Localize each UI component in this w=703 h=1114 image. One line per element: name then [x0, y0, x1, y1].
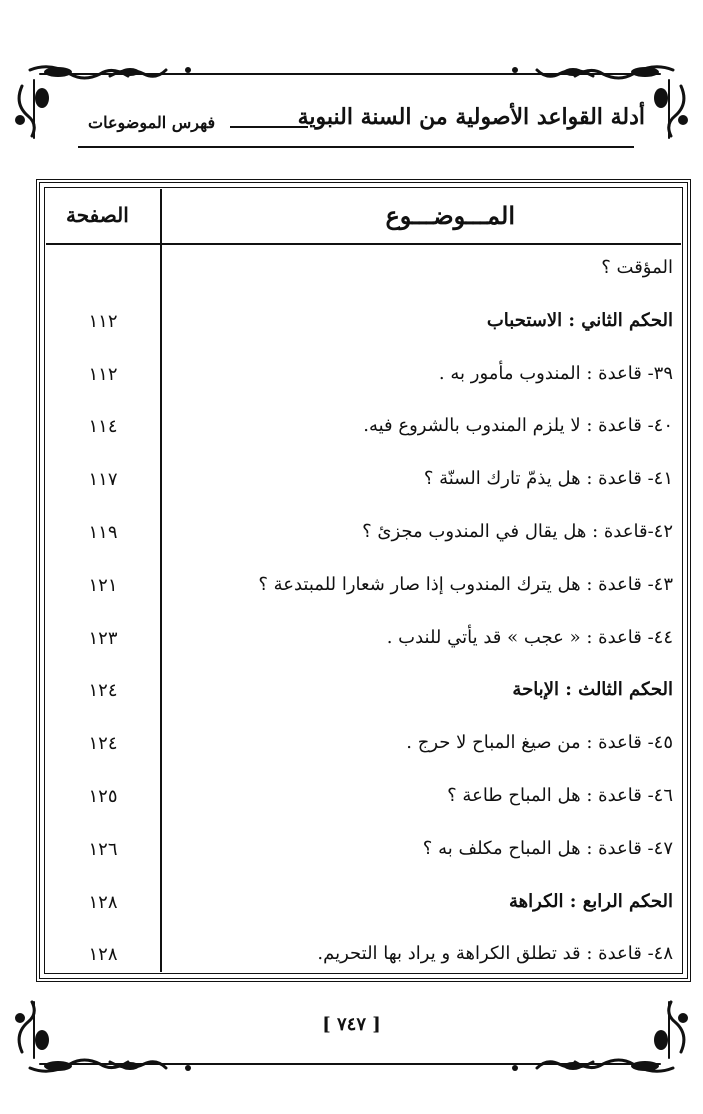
row-topic: ٤٠- قاعدة : لا يلزم المندوب بالشروع فيه. [363, 415, 673, 437]
column-header-topic: المـــوضـــوع [385, 201, 515, 230]
header-dash [230, 126, 308, 128]
column-header-page: الصفحة [66, 203, 129, 227]
table-row [46, 879, 681, 932]
table-header-row [46, 189, 681, 245]
row-page: ١٢٦ [88, 838, 118, 860]
row-page: ١١٧ [88, 469, 118, 491]
table-body [46, 245, 681, 984]
row-topic: ٤٦- قاعدة : هل المباح طاعة ؟ [447, 784, 673, 806]
table-row [46, 351, 681, 404]
table-row [46, 562, 681, 615]
table-row [46, 403, 681, 456]
row-page: ١٢٥ [88, 785, 118, 807]
table-row [46, 615, 681, 668]
row-topic: ٤٥- قاعدة : من صيغ المباح لا حرج . [406, 732, 673, 754]
book-title: أدلة القواعد الأصولية من السنة النبوية [297, 104, 645, 130]
row-page: ١٢٤ [88, 733, 118, 755]
page-number: [ ٧٤٧ ] [322, 1014, 381, 1035]
row-page: ١٢٨ [88, 944, 118, 966]
row-topic: ٣٩- قاعدة : المندوب مأمور به . [438, 362, 673, 384]
row-topic: ٤٨- قاعدة : قد تطلق الكراهة و يراد بها التحريم. [317, 943, 673, 965]
table-row [46, 931, 681, 984]
row-topic: ٤١- قاعدة : هل يذمّ تارك السنّة ؟ [423, 468, 673, 490]
table-row [46, 667, 681, 720]
table-row [46, 720, 681, 773]
row-topic: ٤٧- قاعدة : هل المباح مكلف به ؟ [422, 837, 673, 859]
table-row [46, 826, 681, 879]
table-row [46, 773, 681, 826]
table-row [46, 509, 681, 562]
row-page: ١٢٤ [88, 680, 118, 702]
row-topic: ٤٣- قاعدة : هل يترك المندوب إذا صار شعارا للمبتدعة ؟ [258, 573, 673, 595]
row-page: ١٢١ [88, 574, 118, 596]
table-row [46, 245, 681, 298]
row-page: ١٢٨ [88, 891, 118, 913]
row-topic: الحكم الثالث : الإباحة [512, 679, 673, 701]
bottom-ornament [0, 998, 703, 1078]
row-page: ١١٢ [88, 310, 118, 332]
row-page: ١١٩ [88, 521, 118, 543]
row-topic: الحكم الثاني : الاستحباب [486, 309, 673, 331]
table-row [46, 456, 681, 509]
table-row [46, 298, 681, 351]
row-page: ١١٤ [88, 416, 118, 438]
row-page: ١١٢ [88, 363, 118, 385]
row-topic: ٤٢-قاعدة : هل يقال في المندوب مجزئ ؟ [362, 520, 673, 542]
row-topic: المؤقت ؟ [601, 257, 673, 278]
row-topic: الحكم الرابع : الكراهة [509, 890, 673, 912]
header-rule [78, 146, 634, 148]
row-page: ١٢٣ [88, 627, 118, 649]
section-title: فهرس الموضوعات [88, 113, 216, 132]
row-topic: ٤٤- قاعدة : « عجب » قد يأتي للندب . [386, 626, 673, 648]
